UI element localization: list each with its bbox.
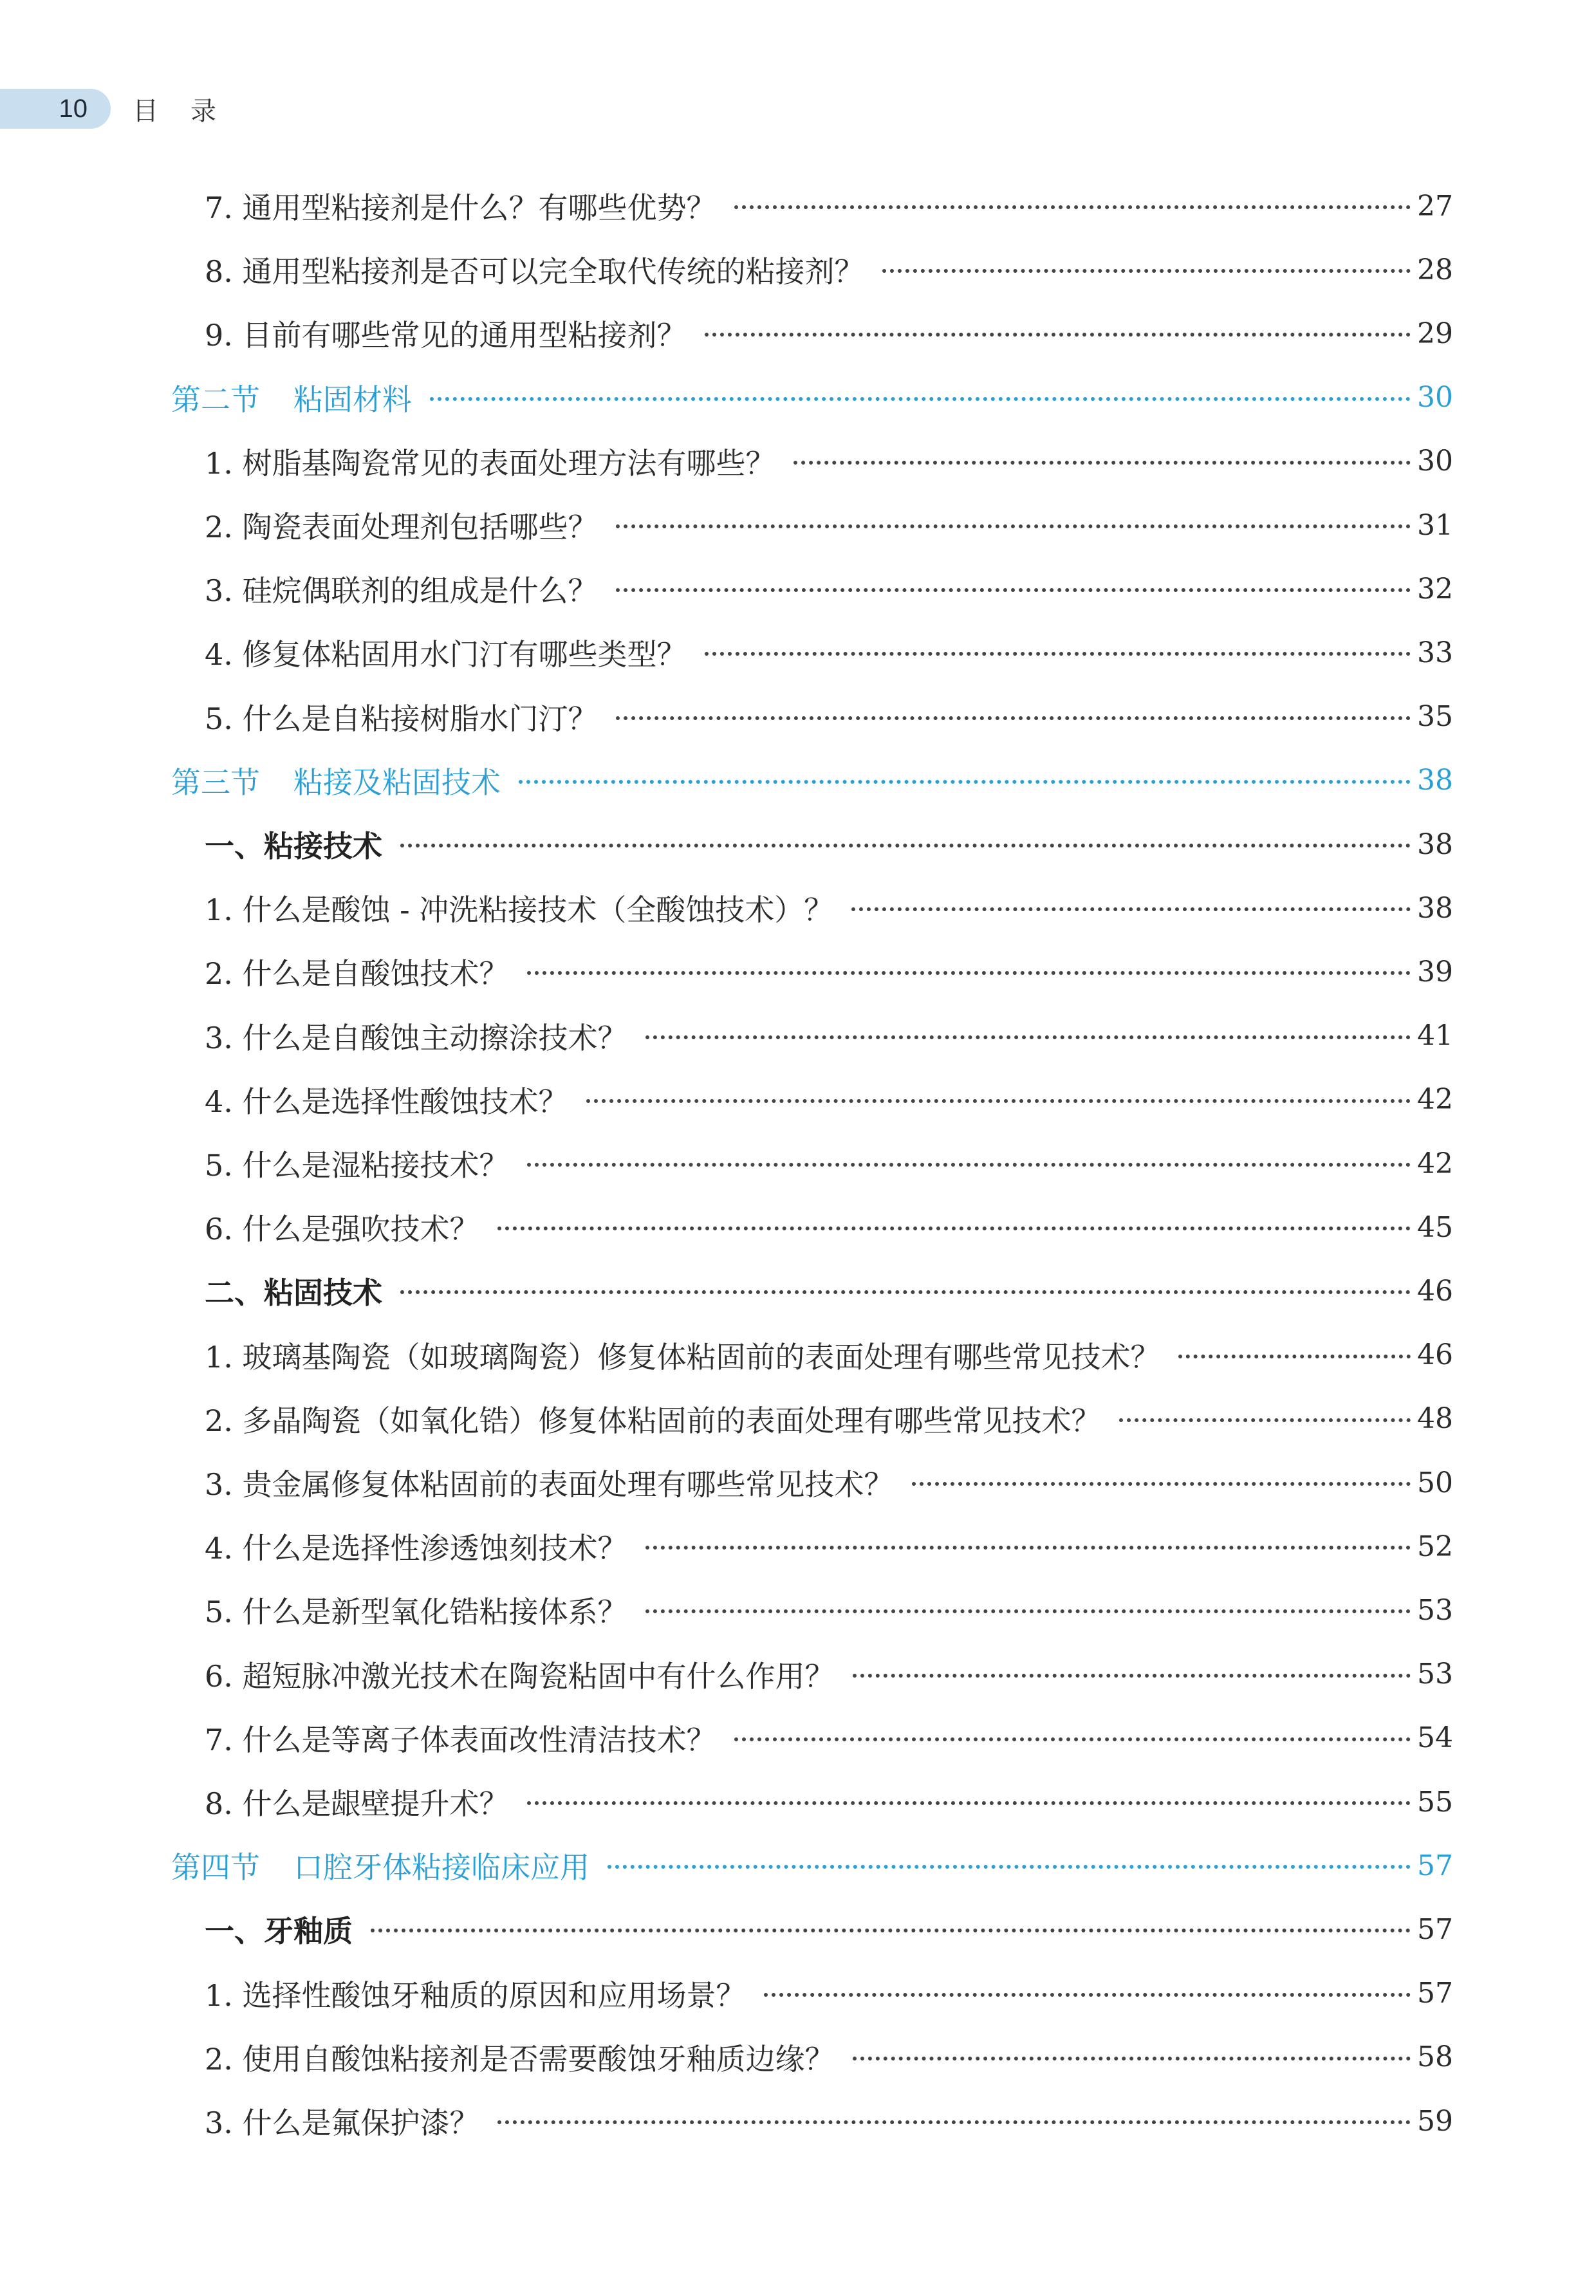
toc-subsection-heading[interactable] (205, 1903, 1453, 1955)
entry-label: 1. 树脂基陶瓷常见的表面处理方法有哪些？ (205, 445, 775, 481)
toc-entry[interactable] (205, 308, 1453, 359)
page-reference: 30 (1417, 381, 1453, 414)
dot-leader (586, 1099, 1411, 1103)
entry-label: 6. 超短脉冲激光技术在陶瓷粘固中有什么作用？ (205, 1658, 835, 1694)
page-number: 10 (59, 94, 88, 123)
dot-leader (497, 2120, 1411, 2124)
dot-leader (400, 844, 1411, 847)
page-header (0, 89, 386, 129)
page-reference: 52 (1417, 1530, 1453, 1563)
dot-leader (851, 907, 1411, 911)
dot-leader (527, 1801, 1411, 1805)
page-reference: 54 (1417, 1721, 1453, 1755)
dot-leader (616, 524, 1411, 528)
dot-leader (430, 397, 1411, 401)
dot-leader (519, 780, 1411, 784)
page-reference: 27 (1417, 189, 1453, 223)
page-reference: 57 (1417, 1849, 1453, 1882)
dot-leader (645, 1546, 1411, 1550)
dot-leader (645, 1035, 1411, 1039)
toc-entry[interactable] (205, 1712, 1453, 1764)
page-reference: 53 (1417, 1658, 1453, 1691)
entry-label: 5. 什么是新型氧化锆粘接体系？ (205, 1595, 627, 1630)
entry-label: 2. 陶瓷表面处理剂包括哪些？ (205, 510, 598, 544)
entry-label: 3. 什么是自酸蚀主动擦涂技术？ (205, 1020, 627, 1055)
entry-label: 9. 目前有哪些常见的通用型粘接剂？ (205, 318, 687, 353)
entry-label: 8. 通用型粘接剂是否可以完全取代传统的粘接剂？ (205, 254, 864, 290)
section-heading-label (171, 1844, 608, 1887)
page-reference: 46 (1417, 1274, 1453, 1308)
dot-leader (527, 971, 1411, 975)
page-reference: 28 (1417, 253, 1453, 286)
subsection-label: 一、粘接技术 (205, 829, 382, 864)
toc-entry[interactable] (205, 1074, 1453, 1125)
dot-leader (371, 1929, 1411, 1932)
section-number: 第四节 (171, 1850, 260, 1885)
toc-entry[interactable] (205, 946, 1453, 997)
page-reference: 33 (1417, 636, 1453, 669)
entry-label: 1. 玻璃基陶瓷（如玻璃陶瓷）修复体粘固前的表面处理有哪些常见技术？ (205, 1339, 1160, 1375)
dot-leader (527, 1163, 1411, 1167)
entry-label: 5. 什么是自粘接树脂水门汀？ (205, 701, 598, 736)
page-reference: 38 (1417, 828, 1453, 861)
toc-entry[interactable] (205, 1649, 1453, 1700)
toc-subsection-heading[interactable] (205, 1265, 1453, 1317)
page-reference: 55 (1417, 1785, 1453, 1819)
page-reference: 58 (1417, 2041, 1453, 2074)
toc-subsection-heading[interactable] (205, 819, 1453, 870)
dot-leader (793, 461, 1411, 465)
dot-leader (645, 1609, 1411, 1613)
page-reference: 48 (1417, 1402, 1453, 1436)
toc-entry[interactable] (205, 1138, 1453, 1189)
toc-entry[interactable] (205, 1584, 1453, 1636)
entry-label: 7. 通用型粘接剂是什么？有哪些优势？ (205, 190, 716, 225)
page-reference: 35 (1417, 700, 1453, 734)
toc-entry[interactable] (205, 1521, 1453, 1572)
section-number: 第二节 (171, 382, 260, 417)
toc-section-heading[interactable] (171, 372, 1453, 423)
toc-entry[interactable] (205, 1201, 1453, 1253)
page-reference: 31 (1417, 508, 1453, 542)
entry-label: 2. 多晶陶瓷（如氧化锆）修复体粘固前的表面处理有哪些常见技术？ (205, 1403, 1101, 1438)
entry-label: 3. 什么是氟保护漆？ (205, 2106, 479, 2140)
page-number-tab (0, 89, 111, 129)
toc-entry[interactable] (205, 436, 1453, 487)
page-reference: 42 (1417, 1083, 1453, 1116)
toc-entry[interactable] (205, 882, 1453, 934)
page-reference: 30 (1417, 445, 1453, 478)
toc-entry[interactable] (205, 1968, 1453, 2019)
entry-label: 3. 贵金属修复体粘固前的表面处理有哪些常见技术？ (205, 1467, 894, 1502)
dot-leader (734, 1737, 1411, 1741)
page-reference: 59 (1417, 2104, 1453, 2138)
page-reference: 57 (1417, 1977, 1453, 2010)
toc-entry[interactable] (205, 2032, 1453, 2083)
entry-label: 4. 什么是选择性酸蚀技术？ (205, 1084, 568, 1119)
page-reference: 50 (1417, 1466, 1453, 1499)
page-reference: 38 (1417, 764, 1453, 797)
entry-label: 4. 什么是选择性渗透蚀刻技术？ (205, 1531, 627, 1566)
dot-leader (853, 2057, 1411, 2060)
toc-entry[interactable] (205, 1457, 1453, 1508)
page-reference: 29 (1417, 317, 1453, 350)
section-title: 粘接及粘固技术 (293, 764, 501, 800)
toc-entry[interactable] (205, 627, 1453, 678)
dot-leader (882, 269, 1411, 273)
subsection-label: 二、粘固技术 (205, 1275, 382, 1311)
page-reference: 57 (1417, 1912, 1453, 1946)
entry-label: 3. 硅烷偶联剂的组成是什么？ (205, 573, 598, 609)
page-reference: 32 (1417, 572, 1453, 606)
dot-leader (400, 1290, 1411, 1294)
toc-entry[interactable] (205, 1776, 1453, 1828)
dot-leader (1119, 1418, 1411, 1422)
section-number: 第三节 (171, 764, 260, 800)
page-reference: 42 (1417, 1147, 1453, 1180)
toc-entry[interactable] (205, 563, 1453, 615)
section-title: 口腔牙体粘接临床应用 (293, 1850, 589, 1885)
toc-entry[interactable] (205, 499, 1453, 551)
entry-label: 1. 选择性酸蚀牙釉质的原因和应用场景？ (205, 1977, 746, 2013)
entry-label: 4. 修复体粘固用水门汀有哪些类型？ (205, 637, 687, 672)
dot-leader (705, 333, 1411, 337)
page-reference: 41 (1417, 1019, 1453, 1053)
entry-label: 1. 什么是酸蚀 - 冲洗粘接技术（全酸蚀技术）？ (205, 893, 834, 928)
entry-label: 2. 使用自酸蚀粘接剂是否需要酸蚀牙釉质边缘？ (205, 2041, 835, 2077)
page-reference: 46 (1417, 1338, 1453, 1372)
dot-leader (1178, 1355, 1411, 1358)
dot-leader (497, 1227, 1411, 1230)
toc-entry[interactable] (205, 1329, 1453, 1381)
toc-entry[interactable] (205, 1393, 1453, 1445)
toc-entry[interactable] (205, 1010, 1453, 1062)
toc-section-heading[interactable] (171, 1840, 1453, 1891)
toc-entry[interactable] (205, 691, 1453, 743)
entry-label: 2. 什么是自酸蚀技术？ (205, 956, 509, 992)
dot-leader (616, 716, 1411, 720)
page-reference: 39 (1417, 955, 1453, 988)
dot-leader (705, 652, 1411, 656)
section-heading-label (171, 759, 519, 802)
toc-entry[interactable] (205, 244, 1453, 295)
entry-label: 5. 什么是湿粘接技术？ (205, 1148, 509, 1183)
running-title: 目录 (133, 96, 248, 126)
entry-label: 6. 什么是强吹技术？ (205, 1212, 479, 1247)
section-title: 粘固材料 (293, 382, 412, 417)
page-reference: 53 (1417, 1593, 1453, 1627)
subsection-label: 一、牙釉质 (205, 1914, 353, 1949)
dot-leader (616, 588, 1411, 592)
entry-label: 7. 什么是等离子体表面改性清洁技术？ (205, 1722, 716, 1757)
dot-leader (853, 1674, 1411, 1678)
dot-leader (912, 1482, 1411, 1486)
dot-leader (608, 1865, 1411, 1869)
toc-section-heading[interactable] (171, 755, 1453, 806)
dot-leader (734, 205, 1411, 209)
page-reference: 45 (1417, 1210, 1453, 1244)
section-heading-label (171, 376, 430, 419)
toc-entry[interactable] (205, 180, 1453, 232)
entry-label: 8. 什么是龈壁提升术？ (205, 1786, 509, 1821)
page-reference: 38 (1417, 891, 1453, 925)
dot-leader (764, 1993, 1411, 1997)
toc-entry[interactable] (205, 2095, 1453, 2147)
